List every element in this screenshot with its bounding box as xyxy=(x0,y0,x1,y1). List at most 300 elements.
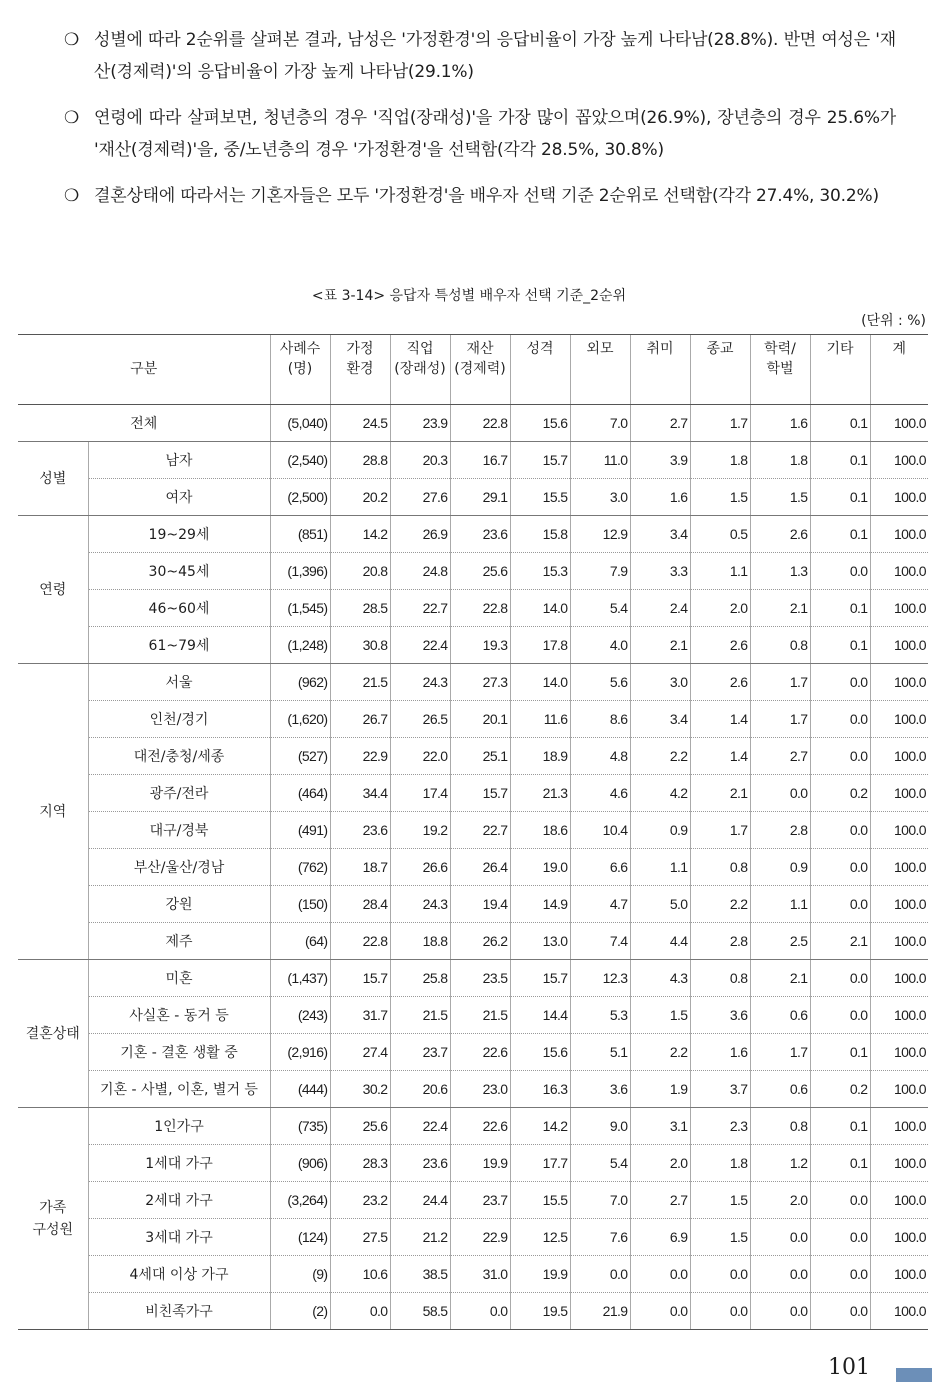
cell-value: 0.1 xyxy=(810,479,870,516)
cell-value: 1.6 xyxy=(690,1034,750,1071)
cell-value: 4.4 xyxy=(630,923,690,960)
cell-value: 2.2 xyxy=(630,1034,690,1071)
cell-cases: (1,545) xyxy=(270,590,330,627)
cell-value: 3.4 xyxy=(630,516,690,553)
cell-value: 7.4 xyxy=(570,923,630,960)
cell-value: 20.1 xyxy=(450,701,510,738)
bullet-text: 연령에 따라 살펴보면, 청년층의 경우 '직업(장래성)'을 가장 많이 꼽았으며(26.9%), 장년층의 경우 25.6%가 '재산(경제력)'을, 중/노년층의 경우 '가정환경'을 선택함(각각 28.5%, 30.8%) xyxy=(94,108,896,160)
cell-value: 0.0 xyxy=(630,1293,690,1330)
cell-value: 0.0 xyxy=(750,775,810,812)
cell-value: 25.6 xyxy=(330,1108,390,1145)
cell-value: 100.0 xyxy=(870,1108,928,1145)
cell-value: 100.0 xyxy=(870,553,928,590)
group-label: 연령 xyxy=(18,516,88,664)
cell-value: 7.6 xyxy=(570,1219,630,1256)
table-row xyxy=(18,442,928,479)
bullet-item xyxy=(64,24,896,88)
cell-value: 19.5 xyxy=(510,1293,570,1330)
cell-value: 15.7 xyxy=(450,775,510,812)
cell-value: 0.8 xyxy=(690,960,750,997)
cell-value: 26.4 xyxy=(450,849,510,886)
bullet-item xyxy=(64,102,896,166)
cell-value: 34.4 xyxy=(330,775,390,812)
cell-value: 100.0 xyxy=(870,479,928,516)
cell-value: 1.5 xyxy=(690,479,750,516)
cell-value: 100.0 xyxy=(870,590,928,627)
table-body xyxy=(18,405,928,1330)
cell-value: 11.0 xyxy=(570,442,630,479)
cell-value: 100.0 xyxy=(870,849,928,886)
cell-value: 24.3 xyxy=(390,664,450,701)
cell-value: 100.0 xyxy=(870,775,928,812)
cell-value: 2.0 xyxy=(690,590,750,627)
cell-value: 30.2 xyxy=(330,1071,390,1108)
cell-cases: (491) xyxy=(270,812,330,849)
row-label: 3세대 가구 xyxy=(88,1219,270,1256)
cell-value: 15.7 xyxy=(510,442,570,479)
cell-value: 2.1 xyxy=(690,775,750,812)
cell-value: 22.0 xyxy=(390,738,450,775)
row-label: 30~45세 xyxy=(88,553,270,590)
cell-value: 3.9 xyxy=(630,442,690,479)
cell-value: 100.0 xyxy=(870,886,928,923)
cell-value: 10.4 xyxy=(570,812,630,849)
cell-value: 1.5 xyxy=(690,1219,750,1256)
cell-value: 0.1 xyxy=(810,442,870,479)
cell-cases: (762) xyxy=(270,849,330,886)
cell-value: 17.7 xyxy=(510,1145,570,1182)
cell-value: 31.7 xyxy=(330,997,390,1034)
table-row xyxy=(18,1293,928,1330)
cell-value: 20.2 xyxy=(330,479,390,516)
cell-value: 24.5 xyxy=(330,405,390,442)
cell-value: 0.0 xyxy=(450,1293,510,1330)
cell-value: 0.1 xyxy=(810,1108,870,1145)
cell-value: 2.6 xyxy=(690,627,750,664)
table-row xyxy=(18,886,928,923)
cell-value: 9.0 xyxy=(570,1108,630,1145)
cell-value: 1.5 xyxy=(750,479,810,516)
group-label: 가족 구성원 xyxy=(18,1108,88,1330)
cell-value: 2.0 xyxy=(630,1145,690,1182)
cell-value: 100.0 xyxy=(870,1293,928,1330)
cell-value: 0.6 xyxy=(750,997,810,1034)
cell-value: 2.2 xyxy=(690,886,750,923)
cell-value: 3.0 xyxy=(630,664,690,701)
cell-cases: (2,916) xyxy=(270,1034,330,1071)
cell-value: 2.8 xyxy=(690,923,750,960)
cell-value: 15.7 xyxy=(330,960,390,997)
cell-value: 19.9 xyxy=(450,1145,510,1182)
cell-value: 26.5 xyxy=(390,701,450,738)
cell-value: 100.0 xyxy=(870,1145,928,1182)
cell-value: 27.4 xyxy=(330,1034,390,1071)
cell-value: 2.6 xyxy=(690,664,750,701)
table-row xyxy=(18,775,928,812)
cell-value: 28.5 xyxy=(330,590,390,627)
cell-value: 0.0 xyxy=(810,738,870,775)
cell-value: 22.9 xyxy=(330,738,390,775)
row-label: 사실혼 - 동거 등 xyxy=(88,997,270,1034)
circle-bullet-icon: ❍ xyxy=(64,30,80,50)
table-header-row xyxy=(18,335,928,405)
bullet-text: 성별에 따라 2순위를 살펴본 결과, 남성은 '가정환경'의 응답비율이 가장 높게 나타남(28.8%). 반면 여성은 '재산(경제력)'의 응답비율이 가장 높게 나타남(29.1%) xyxy=(94,30,896,82)
cell-value: 0.0 xyxy=(810,849,870,886)
cell-value: 0.9 xyxy=(750,849,810,886)
circle-bullet-icon: ❍ xyxy=(64,186,80,206)
cell-value: 18.7 xyxy=(330,849,390,886)
cell-value: 0.0 xyxy=(690,1293,750,1330)
table-caption: <표 3-14> 응답자 특성별 배우자 선택 기준_2순위 xyxy=(311,288,627,304)
cell-value: 3.0 xyxy=(570,479,630,516)
cell-value: 22.8 xyxy=(450,590,510,627)
data-table xyxy=(18,334,928,1330)
cell-value: 26.7 xyxy=(330,701,390,738)
cell-value: 19.9 xyxy=(510,1256,570,1293)
cell-value: 22.6 xyxy=(450,1108,510,1145)
header-wealth: 재산 (경제력) xyxy=(450,335,510,405)
cell-value: 22.8 xyxy=(450,405,510,442)
row-label: 서울 xyxy=(88,664,270,701)
row-label: 비친족가구 xyxy=(88,1293,270,1330)
cell-value: 31.0 xyxy=(450,1256,510,1293)
cell-value: 2.4 xyxy=(630,590,690,627)
cell-value: 1.1 xyxy=(750,886,810,923)
cell-value: 14.4 xyxy=(510,997,570,1034)
cell-value: 18.9 xyxy=(510,738,570,775)
cell-value: 1.1 xyxy=(630,849,690,886)
cell-value: 15.3 xyxy=(510,553,570,590)
cell-value: 1.5 xyxy=(630,997,690,1034)
cell-value: 0.0 xyxy=(810,960,870,997)
cell-value: 4.2 xyxy=(630,775,690,812)
cell-value: 1.6 xyxy=(750,405,810,442)
cell-value: 22.8 xyxy=(330,923,390,960)
row-label: 제주 xyxy=(88,923,270,960)
row-label: 부산/울산/경남 xyxy=(88,849,270,886)
cell-value: 22.7 xyxy=(450,812,510,849)
cell-value: 21.5 xyxy=(450,997,510,1034)
cell-value: 1.7 xyxy=(690,812,750,849)
cell-value: 0.9 xyxy=(630,812,690,849)
bullet-list xyxy=(64,24,896,226)
cell-cases: (150) xyxy=(270,886,330,923)
cell-value: 100.0 xyxy=(870,997,928,1034)
row-label: 남자 xyxy=(88,442,270,479)
cell-value: 15.7 xyxy=(510,960,570,997)
cell-value: 1.8 xyxy=(690,442,750,479)
table-row xyxy=(18,923,928,960)
cell-value: 4.8 xyxy=(570,738,630,775)
row-label: 1세대 가구 xyxy=(88,1145,270,1182)
cell-value: 25.8 xyxy=(390,960,450,997)
cell-value: 6.6 xyxy=(570,849,630,886)
cell-value: 1.4 xyxy=(690,701,750,738)
cell-value: 100.0 xyxy=(870,1256,928,1293)
cell-value: 0.2 xyxy=(810,775,870,812)
table-row xyxy=(18,479,928,516)
bullet-item xyxy=(64,180,896,212)
cell-value: 28.3 xyxy=(330,1145,390,1182)
cell-value: 2.1 xyxy=(810,923,870,960)
cell-value: 100.0 xyxy=(870,442,928,479)
bullet-text: 결혼상태에 따라서는 기혼자들은 모두 '가정환경'을 배우자 선택 기준 2순위로 선택함(각각 27.4%, 30.2%) xyxy=(94,186,879,206)
row-label: 대전/충청/세종 xyxy=(88,738,270,775)
cell-value: 24.8 xyxy=(390,553,450,590)
cell-cases: (64) xyxy=(270,923,330,960)
cell-value: 0.5 xyxy=(690,516,750,553)
row-label: 대구/경북 xyxy=(88,812,270,849)
cell-value: 38.5 xyxy=(390,1256,450,1293)
cell-value: 0.8 xyxy=(690,849,750,886)
cell-value: 1.7 xyxy=(750,664,810,701)
table-row xyxy=(18,627,928,664)
cell-value: 21.2 xyxy=(390,1219,450,1256)
cell-cases: (906) xyxy=(270,1145,330,1182)
row-label: 4세대 이상 가구 xyxy=(88,1256,270,1293)
cell-value: 24.4 xyxy=(390,1182,450,1219)
cell-value: 15.5 xyxy=(510,479,570,516)
cell-value: 27.5 xyxy=(330,1219,390,1256)
cell-value: 15.6 xyxy=(510,405,570,442)
cell-value: 16.3 xyxy=(510,1071,570,1108)
cell-value: 0.0 xyxy=(750,1256,810,1293)
cell-value: 2.8 xyxy=(750,812,810,849)
table-row xyxy=(18,1108,928,1145)
cell-value: 10.6 xyxy=(330,1256,390,1293)
table-row xyxy=(18,516,928,553)
table-row xyxy=(18,738,928,775)
cell-value: 19.2 xyxy=(390,812,450,849)
cell-value: 1.7 xyxy=(690,405,750,442)
cell-value: 100.0 xyxy=(870,405,928,442)
cell-value: 24.3 xyxy=(390,886,450,923)
cell-value: 100.0 xyxy=(870,738,928,775)
header-religion: 종교 xyxy=(690,335,750,405)
page-accent-bar xyxy=(896,1368,932,1382)
cell-value: 0.0 xyxy=(810,664,870,701)
cell-value: 4.0 xyxy=(570,627,630,664)
table-row xyxy=(18,1182,928,1219)
cell-value: 7.0 xyxy=(570,405,630,442)
cell-value: 1.9 xyxy=(630,1071,690,1108)
cell-value: 30.8 xyxy=(330,627,390,664)
cell-value: 0.1 xyxy=(810,627,870,664)
cell-value: 0.0 xyxy=(690,1256,750,1293)
cell-value: 0.0 xyxy=(810,1293,870,1330)
cell-value: 1.4 xyxy=(690,738,750,775)
cell-value: 25.1 xyxy=(450,738,510,775)
cell-cases: (1,248) xyxy=(270,627,330,664)
cell-value: 5.0 xyxy=(630,886,690,923)
cell-value: 11.6 xyxy=(510,701,570,738)
cell-value: 3.4 xyxy=(630,701,690,738)
cell-value: 0.0 xyxy=(810,886,870,923)
cell-value: 1.8 xyxy=(690,1145,750,1182)
header-looks: 외모 xyxy=(570,335,630,405)
cell-value: 20.3 xyxy=(390,442,450,479)
cell-value: 0.0 xyxy=(630,1256,690,1293)
cell-value: 1.7 xyxy=(750,701,810,738)
page-number: 101 xyxy=(828,1355,870,1380)
cell-value: 5.1 xyxy=(570,1034,630,1071)
row-label: 61~79세 xyxy=(88,627,270,664)
cell-value: 3.6 xyxy=(690,997,750,1034)
cell-value: 5.4 xyxy=(570,590,630,627)
table-row xyxy=(18,1071,928,1108)
cell-value: 100.0 xyxy=(870,960,928,997)
cell-value: 21.5 xyxy=(390,997,450,1034)
cell-value: 18.8 xyxy=(390,923,450,960)
header-job: 직업 (장래성) xyxy=(390,335,450,405)
cell-value: 2.7 xyxy=(630,405,690,442)
cell-value: 1.7 xyxy=(750,1034,810,1071)
cell-value: 2.2 xyxy=(630,738,690,775)
cell-cases: (124) xyxy=(270,1219,330,1256)
cell-value: 22.4 xyxy=(390,1108,450,1145)
cell-value: 4.7 xyxy=(570,886,630,923)
cell-value: 14.0 xyxy=(510,664,570,701)
cell-cases: (5,040) xyxy=(270,405,330,442)
cell-value: 25.6 xyxy=(450,553,510,590)
table-row xyxy=(18,1256,928,1293)
cell-value: 0.0 xyxy=(810,1219,870,1256)
cell-cases: (9) xyxy=(270,1256,330,1293)
table-row xyxy=(18,1219,928,1256)
cell-value: 0.0 xyxy=(810,1182,870,1219)
cell-value: 100.0 xyxy=(870,664,928,701)
circle-bullet-icon: ❍ xyxy=(64,108,80,128)
cell-value: 23.0 xyxy=(450,1071,510,1108)
cell-value: 2.1 xyxy=(750,960,810,997)
cell-value: 22.4 xyxy=(390,627,450,664)
cell-value: 100.0 xyxy=(870,516,928,553)
cell-value: 4.6 xyxy=(570,775,630,812)
table-row xyxy=(18,1034,928,1071)
cell-value: 20.6 xyxy=(390,1071,450,1108)
cell-value: 5.6 xyxy=(570,664,630,701)
header-education: 학력/ 학벌 xyxy=(750,335,810,405)
cell-value: 0.1 xyxy=(810,590,870,627)
cell-value: 20.8 xyxy=(330,553,390,590)
cell-value: 27.3 xyxy=(450,664,510,701)
cell-value: 23.6 xyxy=(390,1145,450,1182)
cell-value: 100.0 xyxy=(870,923,928,960)
header-sum: 계 xyxy=(870,335,928,405)
cell-value: 2.1 xyxy=(630,627,690,664)
row-label: 강원 xyxy=(88,886,270,923)
cell-value: 15.5 xyxy=(510,1182,570,1219)
cell-cases: (735) xyxy=(270,1108,330,1145)
header-cases: 사례수 (명) xyxy=(270,335,330,405)
cell-value: 0.0 xyxy=(810,1256,870,1293)
cell-cases: (1,396) xyxy=(270,553,330,590)
cell-value: 5.4 xyxy=(570,1145,630,1182)
cell-value: 2.5 xyxy=(750,923,810,960)
cell-cases: (1,620) xyxy=(270,701,330,738)
cell-cases: (962) xyxy=(270,664,330,701)
table-row xyxy=(18,997,928,1034)
row-label: 기혼 - 사별, 이혼, 별거 등 xyxy=(88,1071,270,1108)
cell-value: 1.1 xyxy=(690,553,750,590)
table-row-total xyxy=(18,405,928,442)
cell-cases: (2,540) xyxy=(270,442,330,479)
cell-value: 26.2 xyxy=(450,923,510,960)
cell-value: 0.0 xyxy=(810,812,870,849)
cell-cases: (851) xyxy=(270,516,330,553)
cell-value: 2.6 xyxy=(750,516,810,553)
row-label: 전체 xyxy=(18,405,270,442)
table-row xyxy=(18,701,928,738)
header-other: 기타 xyxy=(810,335,870,405)
cell-value: 7.0 xyxy=(570,1182,630,1219)
group-label: 성별 xyxy=(18,442,88,516)
cell-value: 15.6 xyxy=(510,1034,570,1071)
cell-value: 0.0 xyxy=(810,553,870,590)
cell-cases: (2,500) xyxy=(270,479,330,516)
cell-value: 0.1 xyxy=(810,405,870,442)
cell-value: 27.6 xyxy=(390,479,450,516)
cell-value: 0.2 xyxy=(810,1071,870,1108)
row-label: 인천/경기 xyxy=(88,701,270,738)
cell-value: 19.0 xyxy=(510,849,570,886)
cell-value: 23.9 xyxy=(390,405,450,442)
cell-value: 12.5 xyxy=(510,1219,570,1256)
table-row xyxy=(18,960,928,997)
cell-cases: (527) xyxy=(270,738,330,775)
cell-value: 28.4 xyxy=(330,886,390,923)
cell-cases: (2) xyxy=(270,1293,330,1330)
table-row xyxy=(18,590,928,627)
cell-value: 1.6 xyxy=(630,479,690,516)
cell-value: 12.3 xyxy=(570,960,630,997)
cell-value: 100.0 xyxy=(870,627,928,664)
cell-value: 22.9 xyxy=(450,1219,510,1256)
cell-value: 2.7 xyxy=(630,1182,690,1219)
cell-value: 2.0 xyxy=(750,1182,810,1219)
cell-value: 2.7 xyxy=(750,738,810,775)
table-unit: (단위 : %) xyxy=(861,313,926,329)
cell-cases: (444) xyxy=(270,1071,330,1108)
cell-value: 26.9 xyxy=(390,516,450,553)
cell-value: 0.0 xyxy=(750,1293,810,1330)
cell-value: 26.6 xyxy=(390,849,450,886)
cell-value: 14.2 xyxy=(330,516,390,553)
cell-value: 16.7 xyxy=(450,442,510,479)
cell-value: 100.0 xyxy=(870,1219,928,1256)
row-label: 19~29세 xyxy=(88,516,270,553)
cell-value: 0.0 xyxy=(750,1219,810,1256)
cell-value: 28.8 xyxy=(330,442,390,479)
cell-value: 8.6 xyxy=(570,701,630,738)
cell-value: 29.1 xyxy=(450,479,510,516)
cell-value: 12.9 xyxy=(570,516,630,553)
cell-value: 21.3 xyxy=(510,775,570,812)
cell-value: 100.0 xyxy=(870,1034,928,1071)
cell-value: 23.7 xyxy=(450,1182,510,1219)
cell-value: 1.3 xyxy=(750,553,810,590)
cell-value: 5.3 xyxy=(570,997,630,1034)
row-label: 1인가구 xyxy=(88,1108,270,1145)
header-category: 구분 xyxy=(18,335,270,405)
cell-value: 1.8 xyxy=(750,442,810,479)
cell-value: 22.6 xyxy=(450,1034,510,1071)
cell-value: 19.4 xyxy=(450,886,510,923)
cell-cases: (464) xyxy=(270,775,330,812)
group-label: 결혼상태 xyxy=(18,960,88,1108)
row-label: 46~60세 xyxy=(88,590,270,627)
cell-value: 0.1 xyxy=(810,516,870,553)
